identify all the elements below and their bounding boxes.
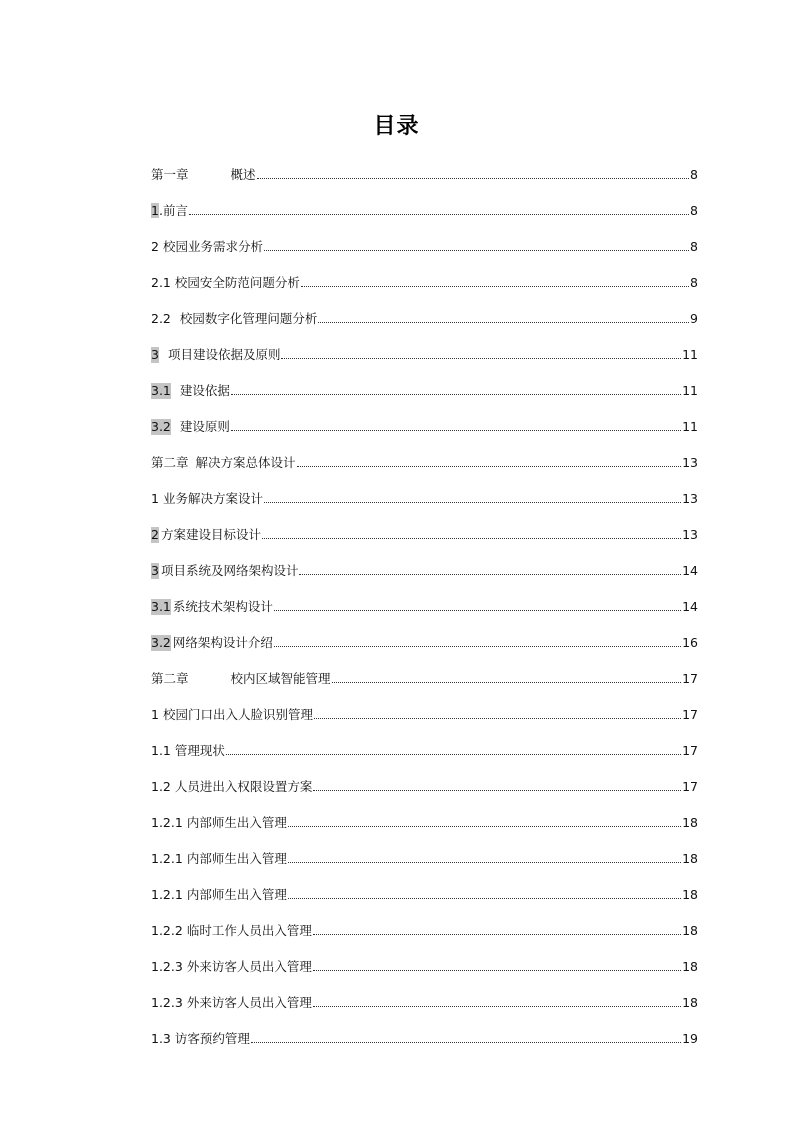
toc-entry-page-number: 9 [690,311,698,326]
toc-entry-page-number: 13 [682,527,698,542]
toc-dot-leader [274,646,681,647]
toc-entry-page-number: 11 [682,347,698,362]
toc-dot-leader [257,178,690,179]
toc-entry-title: 建设原则 [179,419,230,434]
toc-entry-title: 解决方案总体设计 [195,455,296,470]
toc-entry-number: 3.1 [151,599,171,614]
toc-entry-number: 3.2 [151,419,171,434]
toc-entry-number: 3.2 [151,635,171,650]
toc-dot-leader [313,934,681,935]
toc-entry-number: 2 [151,239,159,254]
toc-entry-number: 3 [151,347,159,362]
toc-entry-number: 3.1 [151,383,171,398]
toc-entry-number: 1 [151,491,159,506]
toc-entry[interactable] [151,446,698,482]
toc-entry-number: 1.2.3 [151,959,183,974]
toc-entry-page-number: 18 [682,923,698,938]
toc-entry-page-number: 18 [682,995,698,1010]
toc-entry-number: 1.2.2 [151,923,183,938]
toc-entry[interactable] [151,410,698,446]
toc-entry-title: 系统技术架构设计 [172,599,273,614]
toc-entry-page-number: 18 [682,815,698,830]
toc-entry-page-number: 13 [682,491,698,506]
toc-entry-title: 内部师生出入管理 [186,815,287,830]
toc-entry-page-number: 17 [682,779,698,794]
toc-entry-title: 人员进出入权限设置方案 [174,779,313,794]
toc-entry[interactable] [151,158,698,194]
toc-entry-number: 第二章 [151,455,189,470]
toc-entry-title: 校园门口出入人脸识别管理 [162,707,313,722]
toc-entry-number: 3 [151,563,159,578]
toc-entry-page-number: 8 [690,275,698,290]
toc-entry[interactable] [151,626,698,662]
toc-entry-page-number: 18 [682,959,698,974]
toc-entry-title: 管理现状 [174,743,225,758]
toc-entry[interactable] [151,266,698,302]
toc-dot-leader [332,682,682,683]
toc-entry-number: 1.2.1 [151,815,183,830]
toc-dot-leader [262,538,681,539]
toc-entry-page-number: 18 [682,851,698,866]
toc-entry[interactable] [151,806,698,842]
toc-dot-leader [264,502,681,503]
toc-entry-title: 外来访客人员出入管理 [186,959,312,974]
toc-dot-leader [313,1006,681,1007]
toc-entry[interactable] [151,842,698,878]
toc-entry-title: 项目建设依据及原则 [167,347,281,362]
toc-entry-number: 1.2.1 [151,851,183,866]
toc-dot-leader [288,826,681,827]
toc-entry-title: 校园数字化管理问题分析 [179,311,318,326]
toc-entry-title: 校园业务需求分析 [162,239,263,254]
toc-entry-title: 内部师生出入管理 [186,887,287,902]
toc-entry[interactable] [151,302,698,338]
toc-entry-title: 校园安全防范问题分析 [174,275,300,290]
toc-entry-title: 项目系统及网络架构设计 [160,563,299,578]
toc-entry[interactable] [151,518,698,554]
toc-entry[interactable] [151,878,698,914]
toc-entry-title: 方案建设目标设计 [160,527,261,542]
toc-entry[interactable] [151,590,698,626]
toc-entry-title: 外来访客人员出入管理 [186,995,312,1010]
toc-entry-title: 内部师生出入管理 [186,851,287,866]
toc-dot-leader [264,250,689,251]
toc-entry[interactable] [151,986,698,1022]
toc-title: 目录 [373,114,420,139]
toc-entry-number: 2 [151,527,159,542]
toc-entry-title: 网络架构设计介绍 [172,635,273,650]
toc-entry-page-number: 11 [682,419,698,434]
toc-entry-number: 2.2 [151,311,171,326]
toc-entry[interactable] [151,338,698,374]
toc-entry-page-number: 11 [682,383,698,398]
toc-dot-leader [314,718,681,719]
toc-entry[interactable] [151,1022,698,1058]
toc-dot-leader [231,394,681,395]
toc-entry-number: 第一章 [151,167,189,182]
toc-entry[interactable] [151,770,698,806]
toc-entry-number: 1.2.1 [151,887,183,902]
toc-entry-page-number: 17 [682,707,698,722]
toc-entry-page-number: 17 [682,671,698,686]
toc-entry-number: 1.2.3 [151,995,183,1010]
toc-entry[interactable] [151,914,698,950]
toc-entry-page-number: 14 [682,563,698,578]
toc-entry-title: 概述 [230,167,256,182]
toc-entry-page-number: 19 [682,1031,698,1046]
toc-dot-leader [231,430,681,431]
toc-dot-leader [301,286,689,287]
toc-entry-number: 1.1 [151,743,171,758]
toc-entry-title: 业务解决方案设计 [162,491,263,506]
toc-dot-leader [299,574,681,575]
toc-entry-page-number: 8 [690,239,698,254]
toc-dot-leader [189,214,689,215]
toc-entry-number: 1 [151,707,159,722]
toc-entry-number: 1.3 [151,1031,171,1046]
toc-entry-title: 访客预约管理 [174,1031,250,1046]
toc-entry-page-number: 13 [682,455,698,470]
toc-entry-number: 1. [151,203,163,218]
toc-entry[interactable] [151,734,698,770]
toc-entry[interactable] [151,482,698,518]
toc-entry[interactable] [151,698,698,734]
toc-entry[interactable] [151,554,698,590]
toc-entry[interactable] [151,194,698,230]
toc-dot-leader [274,610,681,611]
toc-dot-leader [251,1042,681,1043]
toc-entry-page-number: 17 [682,743,698,758]
toc-entry-page-number: 14 [682,599,698,614]
toc-entry[interactable] [151,374,698,410]
toc-entry-number: 2.1 [151,275,171,290]
toc-entry-page-number: 16 [682,635,698,650]
toc-entry-title: 校内区域智能管理 [230,671,331,686]
toc-entry-page-number: 8 [690,167,698,182]
toc-entry[interactable] [151,950,698,986]
toc-entry-page-number: 8 [690,203,698,218]
toc-entry-number: 1.2 [151,779,171,794]
toc-dot-leader [288,898,681,899]
toc-dot-leader [226,754,681,755]
toc-entry[interactable] [151,662,698,698]
toc-dot-leader [288,862,681,863]
toc-dot-leader [281,358,681,359]
toc-dot-leader [318,322,689,323]
toc-dot-leader [297,466,682,467]
toc-entry-title: 建设依据 [179,383,230,398]
table-of-contents [151,158,698,1058]
toc-entry-title: 临时工作人员出入管理 [186,923,312,938]
toc-entry-page-number: 18 [682,887,698,902]
toc-dot-leader [313,790,681,791]
toc-dot-leader [313,970,681,971]
toc-entry[interactable] [151,230,698,266]
toc-entry-number: 第二章 [151,671,189,686]
toc-entry-title: 前言 [162,203,188,218]
